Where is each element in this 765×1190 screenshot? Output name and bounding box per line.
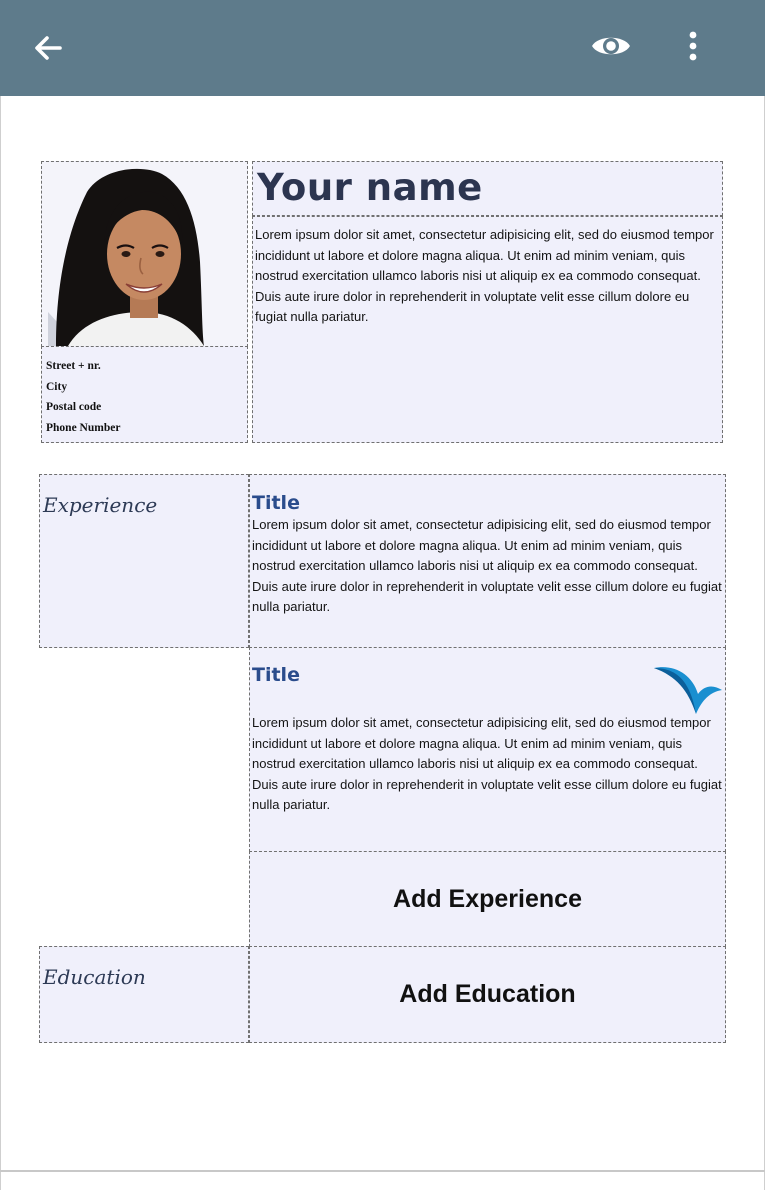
add-education-button[interactable] [249, 946, 726, 1043]
education-heading: Education [43, 965, 146, 989]
bird-logo-icon [652, 662, 724, 716]
experience-heading: Experience [43, 493, 158, 517]
summary-text: Lorem ipsum dolor sit amet, consectetur adipisicing elit, sed do eiusmod tempor incididunt ut labore et dolore magna aliqua. Ut enim ad minim veniam, quis nostrud exercitation ullamco laboris nisi ut aliquip ex ea commodo consequat. Duis aute irure dolor in reprehenderit in voluptate velit esse cillum dolore eu fugiat nulla pariatur. [255, 227, 714, 324]
name-field[interactable] [252, 161, 723, 216]
street-field: Street + nr. [46, 360, 101, 372]
back-arrow-icon[interactable] [28, 28, 68, 68]
experience-item-1[interactable] [249, 474, 726, 648]
more-vertical-icon[interactable] [676, 26, 710, 66]
summary-field[interactable] [252, 216, 723, 443]
add-experience-label: Add Experience [393, 884, 582, 913]
app-toolbar [0, 0, 765, 96]
add-experience-button[interactable] [249, 851, 726, 947]
experience-section-label[interactable] [39, 474, 249, 648]
experience-item-description: Lorem ipsum dolor sit amet, consectetur adipisicing elit, sed do eiusmod tempor incididunt ut labore et dolore magna aliqua. Ut enim ad minim veniam, quis nostrud exercitation ullamco laboris nisi ut aliquip ex ea commodo consequat. Duis aute irure dolor in reprehenderit in voluptate velit esse cillum dolore eu fugiat nulla pariatur. [252, 517, 722, 614]
postal-code-field: Postal code [46, 401, 102, 413]
add-education-label: Add Education [399, 980, 576, 1008]
experience-item-description: Lorem ipsum dolor sit amet, consectetur adipisicing elit, sed do eiusmod tempor incididunt ut labore et dolore magna aliqua. Ut enim ad minim veniam, quis nostrud exercitation ullamco laboris nisi ut aliquip ex ea commodo consequat. Duis aute irure dolor in reprehenderit in voluptate velit esse cillum dolore eu fugiat nulla pariatur. [252, 715, 722, 812]
bottom-divider [0, 1170, 765, 1172]
city-field: City [46, 380, 68, 393]
contact-address-block[interactable] [41, 346, 248, 443]
phone-number-field: Phone Number [46, 421, 121, 434]
experience-item-title: Title [252, 492, 300, 514]
education-section-label[interactable] [39, 946, 249, 1043]
profile-photo[interactable] [41, 161, 248, 347]
name-text: Your name [257, 166, 483, 209]
experience-item-title: Title [252, 664, 300, 686]
eye-icon[interactable] [588, 26, 634, 66]
